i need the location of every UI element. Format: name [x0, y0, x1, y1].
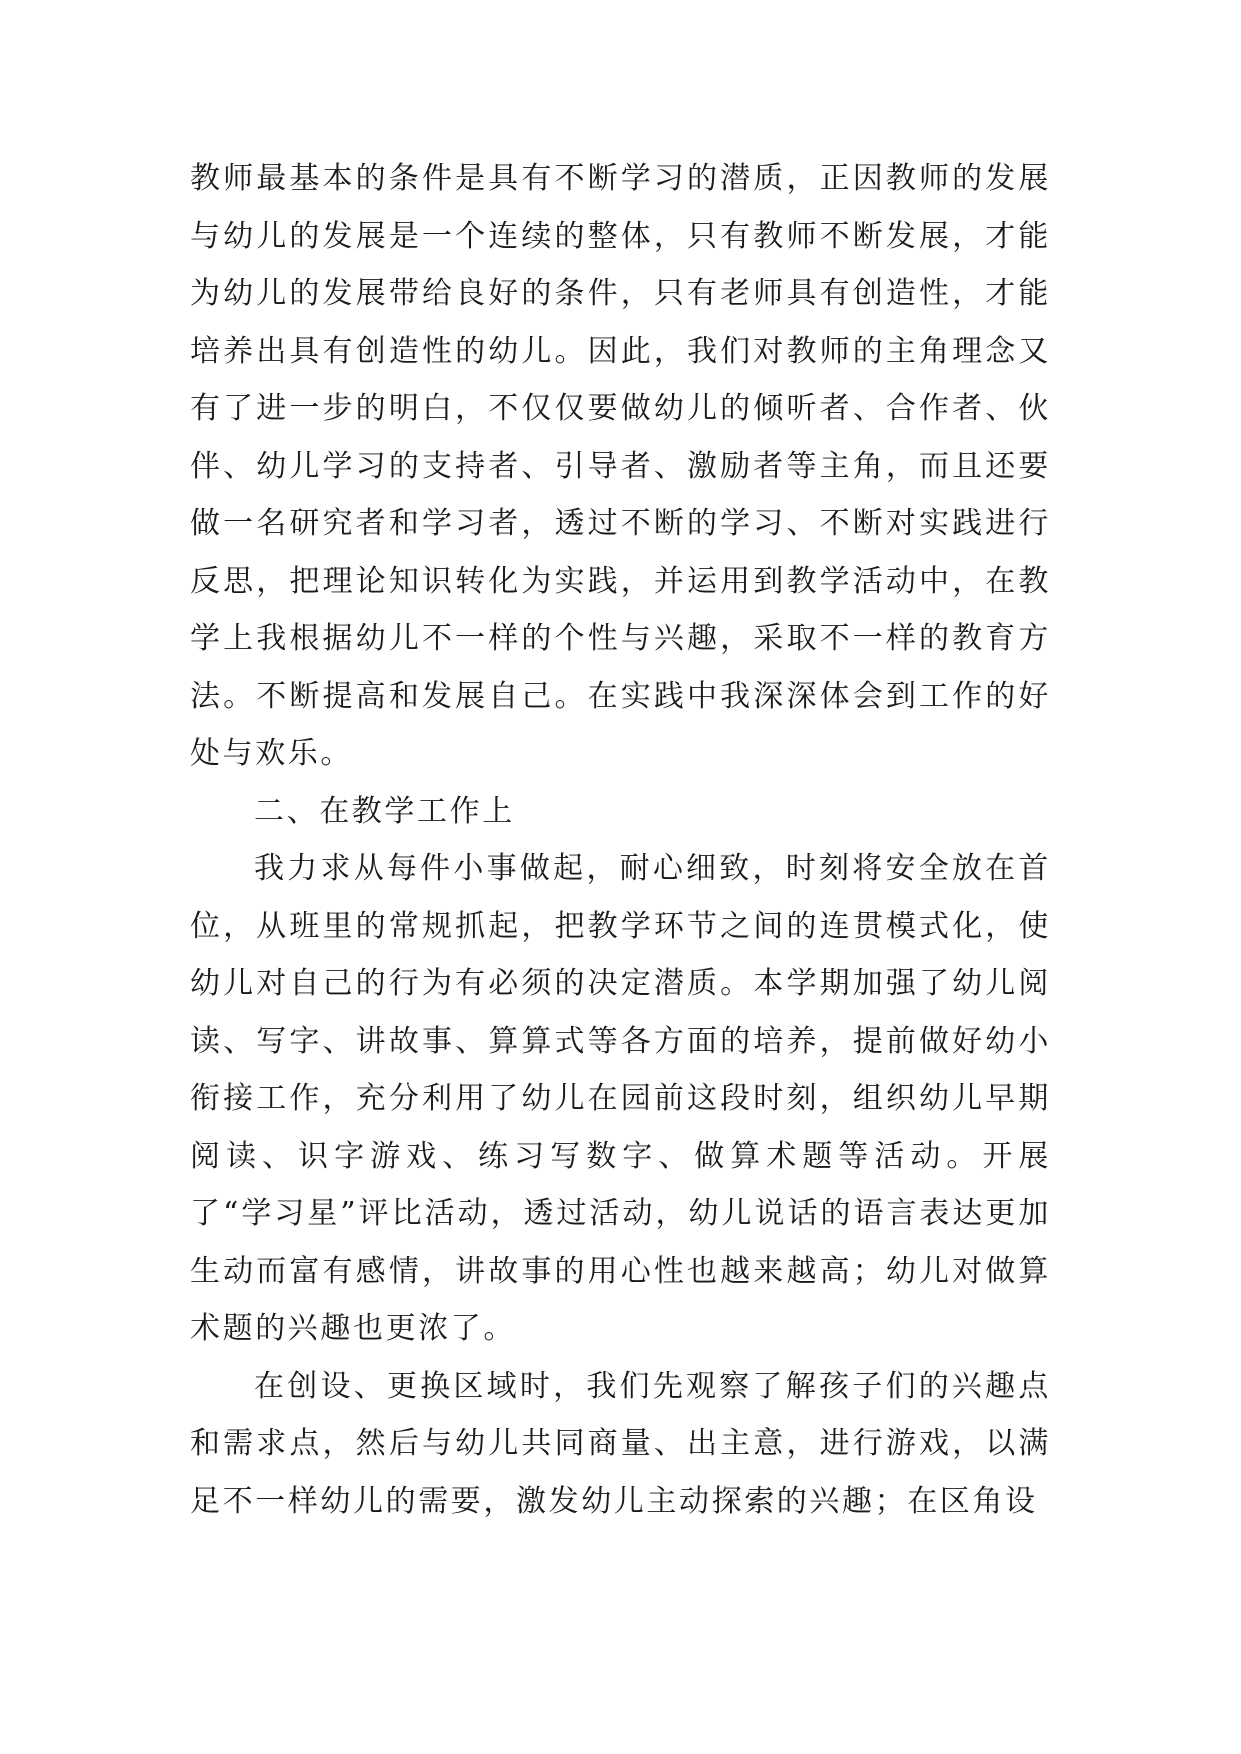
document-page — [190, 150, 1051, 1530]
body-paragraph: 在创设、更换区域时，我们先观察了解孩子们的兴趣点和需求点，然后与幼儿共同商量、出主意，进行游戏，以满足不一样幼儿的需要，激发幼儿主动探索的兴趣；在区角设 — [190, 1368, 1051, 1519]
section-heading: 二、在教学工作上 — [254, 793, 515, 829]
body-paragraph: 教师最基本的条件是具有不断学习的潜质，正因教师的发展与幼儿的发展是一个连续的整体，只有教师不断发展，才能为幼儿的发展带给良好的条件，只有老师具有创造性，才能培养出具有创造性的幼儿。因此，我们对教师的主角理念又有了进一步的明白，不仅仅要做幼儿的倾听者、合作者、伙伴、幼儿学习的支持者、引导者、激励者等主角，而且还要做一名研究者和学习者，透过不断的学习、不断对实践进行反思，把理论知识转化为实践，并运用到教学活动中，在教学上我根据幼儿不一样的个性与兴趣，采取不一样的教育方法。不断提高和发展自己。在实践中我深深体会到工作的好处与欢乐。 — [190, 161, 1051, 771]
body-paragraph: 我力求从每件小事做起，耐心细致，时刻将安全放在首位，从班里的常规抓起，把教学环节之间的连贯模式化，使幼儿对自己的行为有必须的决定潜质。本学期加强了幼儿阅读、写字、讲故事、算算式等各方面的培养，提前做好幼小衔接工作，充分利用了幼儿在园前这段时刻，组织幼儿早期阅读、识字游戏、练习写数字、做算术题等活动。开展了“学习星”评比活动，透过活动，幼儿说话的语言表达更加生动而富有感情，讲故事的用心性也越来越高；幼儿对做算术题的兴趣也更浓了。 — [190, 851, 1051, 1346]
